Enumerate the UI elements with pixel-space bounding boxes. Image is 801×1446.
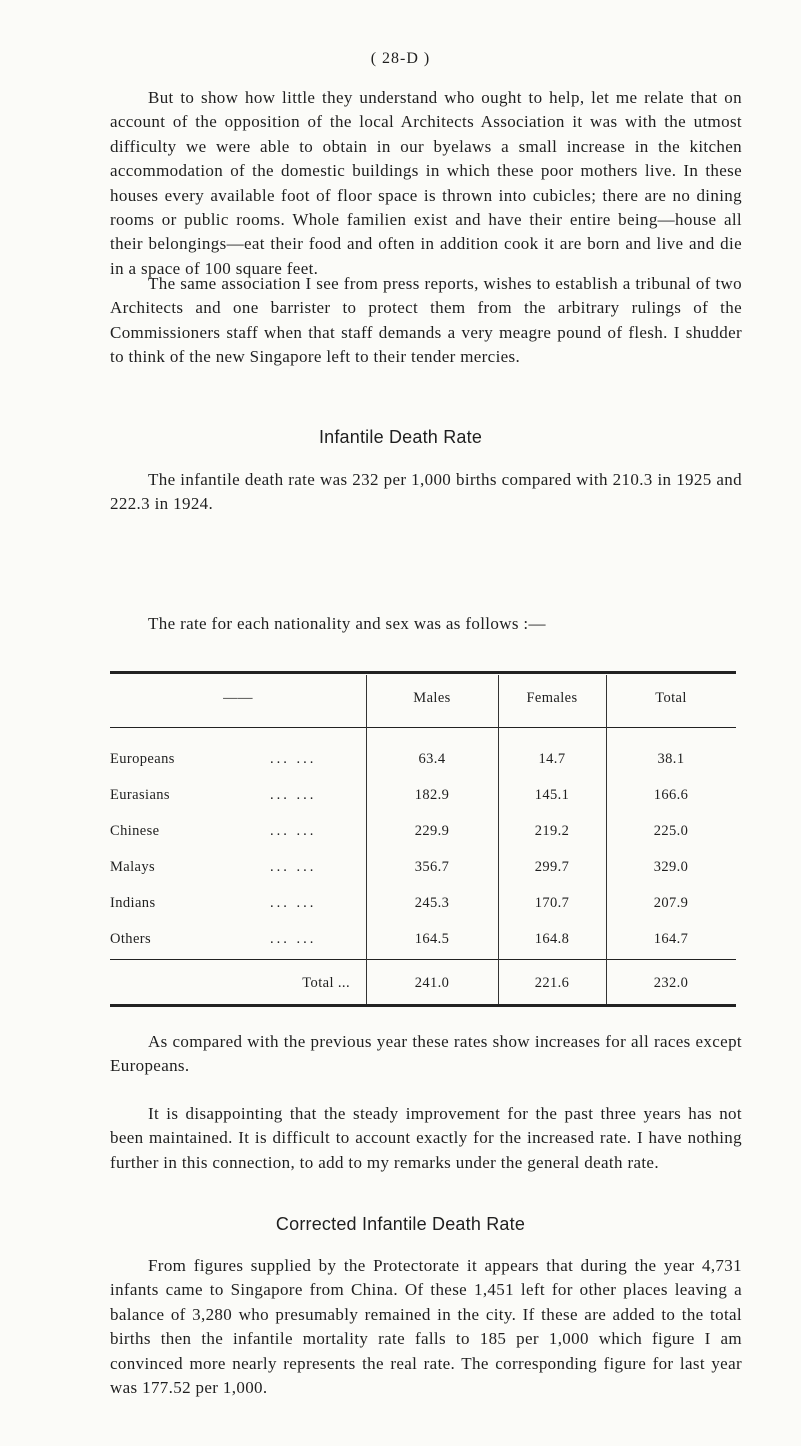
cell-males: 63.4 xyxy=(418,751,446,767)
row-label: Eurasians xyxy=(110,787,170,803)
cell-males: 164.5 xyxy=(414,931,450,947)
cell-total: 207.9 xyxy=(653,895,689,911)
table-top-rule xyxy=(110,671,736,674)
header-blank: —— xyxy=(223,690,253,706)
header-males: Males xyxy=(413,690,451,706)
cell-males: 356.7 xyxy=(414,859,450,875)
cell-males: 182.9 xyxy=(414,787,450,803)
paragraph-architects: But to show how little they understand who ought to help, let me relate that on account of the opposition of the local Architects Association it was with the utmost difficulty we were able to obtain in our byelaws a small increase in the kitchen accommodation of the domestic buildings in which these poor mothers live. In these houses every available foot of floor space is thrown into cubicles; there are no dining rooms or public rooms. Whole familien exist and have their entire being—house all their belongings—eat their food and often in addition cook it are born and live and die in a space of 100 square feet. xyxy=(110,88,742,278)
paragraph-death-rate: The infantile death rate was 232 per 1,000 births compared with 210.3 in 1925 and 222.3 in 1924. xyxy=(110,470,742,514)
leader-dots: ... ... xyxy=(270,823,317,839)
cell-total: 225.0 xyxy=(653,823,689,839)
cell-total: 38.1 xyxy=(657,751,685,767)
paragraph-disappointing: It is disappointing that the steady improvement for the past three years has not been maintained. It is difficult to account exactly for the increased rate. I have nothing further in this connection, to add to my remarks under the general death rate. xyxy=(110,1104,742,1172)
paragraph-tribunal: The same association I see from press reports, wishes to establish a tribunal of two Architects and one barrister to protect them from the arbitrary rulings of the Commissioners staff when that staff demands a very meagre pound of flesh. I shudder to think of the new Singapore left to their tender mercies. xyxy=(110,274,742,367)
total-males: 241.0 xyxy=(414,975,450,991)
row-label: Chinese xyxy=(110,823,160,839)
leader-dots: ... ... xyxy=(270,931,317,947)
heading-infantile-death-rate: Infantile Death Rate xyxy=(318,427,483,447)
cell-males: 245.3 xyxy=(414,895,450,911)
row-label: Others xyxy=(110,931,152,947)
cell-total: 164.7 xyxy=(653,931,689,947)
total-row-label: Total ... xyxy=(302,975,350,991)
row-label: Indians xyxy=(110,895,156,911)
cell-females: 170.7 xyxy=(534,895,570,911)
leader-dots: ... ... xyxy=(270,787,317,803)
table-intro: The rate for each nationality and sex was as follows :— xyxy=(148,614,546,633)
cell-total: 166.6 xyxy=(653,787,689,803)
leader-dots: ... ... xyxy=(270,895,317,911)
paragraph-comparison: As compared with the previous year these rates show increases for all races except Europeans. xyxy=(110,1032,742,1076)
header-total: Total xyxy=(655,690,687,706)
cell-females: 219.2 xyxy=(534,823,570,839)
leader-dots: ... ... xyxy=(270,859,317,875)
header-females: Females xyxy=(526,690,578,706)
cell-females: 164.8 xyxy=(534,931,570,947)
cell-females: 14.7 xyxy=(538,751,566,767)
cell-females: 145.1 xyxy=(534,787,570,803)
heading-corrected-infantile-death-rate: Corrected Infantile Death Rate xyxy=(275,1214,526,1234)
table-header-rule xyxy=(110,727,736,728)
table-total-rule xyxy=(110,959,736,960)
cell-males: 229.9 xyxy=(414,823,450,839)
leader-dots: ... ... xyxy=(270,751,317,767)
paragraph-corrected-rate: From figures supplied by the Protectorate it appears that during the year 4,731 infants came to Singapore from China. Of these 1,451 left for other places leaving a balance of 3,280 who presumably remained in the city. If these are added to the total births then the infantile mortality rate falls to 185 per 1,000 which figure I am convinced more nearly represents the real rate. The corresponding figure for last year was 177.52 per 1,000. xyxy=(110,1256,742,1398)
cell-females: 299.7 xyxy=(534,859,570,875)
row-label: Europeans xyxy=(110,751,175,767)
page-number: ( 28-D ) xyxy=(370,50,431,67)
table-bottom-rule xyxy=(110,1004,736,1007)
cell-total: 329.0 xyxy=(653,859,689,875)
total-total: 232.0 xyxy=(653,975,689,991)
row-label: Malays xyxy=(110,859,156,875)
total-females: 221.6 xyxy=(534,975,570,991)
